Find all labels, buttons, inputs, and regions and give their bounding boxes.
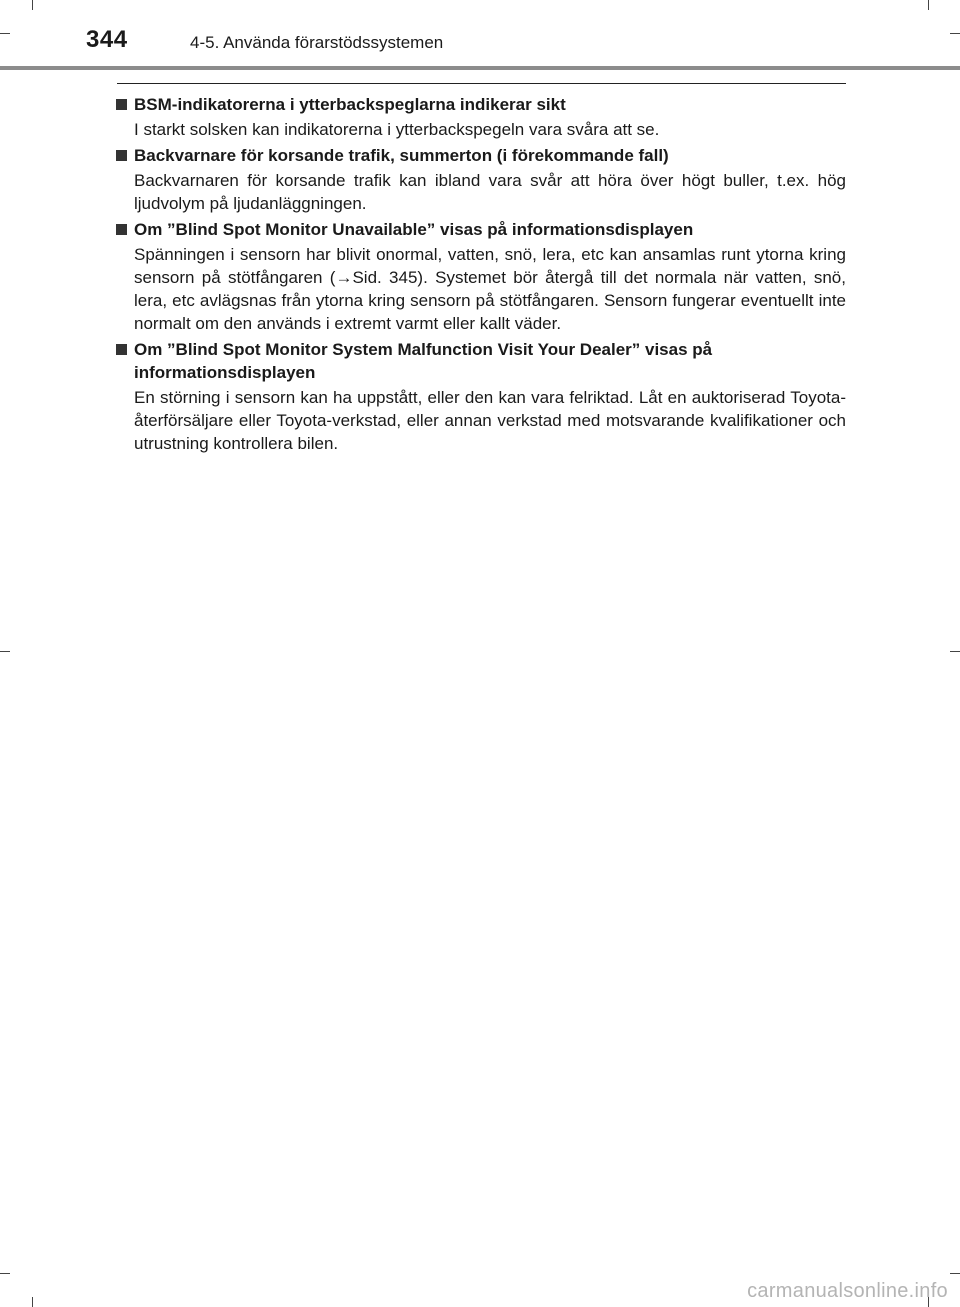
section-heading-text: Om ”Blind Spot Monitor System Malfunction Visit Your Dealer” visas på informationsdisplayen [134, 340, 713, 382]
crop-mark [32, 0, 33, 10]
section-heading-text: Backvarnare för korsande trafik, summerton (i förekommande fall) [134, 146, 669, 165]
section-heading-text: Om ”Blind Spot Monitor Unavailable” visas på informationsdisplayen [134, 220, 694, 239]
crop-mark [0, 33, 10, 34]
section-cross-traffic-buzzer [116, 144, 846, 215]
crop-mark [0, 651, 10, 652]
page-number: 344 [86, 26, 128, 53]
page-content [116, 93, 846, 458]
chapter-title: 4-5. Använda förarstödssystemen [190, 33, 444, 52]
section-body: I starkt solsken kan indikatorerna i ytterbackspegeln vara svåra att se. [134, 120, 660, 139]
square-bullet-icon [116, 150, 127, 161]
square-bullet-icon [116, 99, 127, 110]
crop-mark [950, 651, 960, 652]
section-heading [116, 144, 846, 167]
crop-mark [950, 1273, 960, 1274]
section-heading [116, 338, 846, 384]
crop-mark [950, 33, 960, 34]
watermark-logo: carmanualsonline.info [747, 1280, 948, 1302]
section-heading-text: BSM-indikatorerna i ytterbackspeglarna indikerar sikt [134, 95, 566, 114]
square-bullet-icon [116, 224, 127, 235]
section-heading [116, 93, 846, 116]
section-body: Spänningen i sensorn har blivit onormal, vatten, snö, lera, etc kan ansamlas runt ytorna kring sensorn på stötfångaren (→Sid. 345). Systemet bör återgå till det normala när vatten, snö, lera, etc avlägsnas från ytorna kring sensorn på stötfångaren. Sensorn fungerar eventuellt inte normalt om den används i extremt varmt eller kallt väder. [134, 245, 846, 333]
section-heading [116, 218, 846, 241]
section-bsm-indicators [116, 93, 846, 141]
crop-mark [0, 1273, 10, 1274]
section-body: Backvarnaren för korsande trafik kan ibland vara svår att höra över högt buller, t.ex. hög ljudvolym på ljudanläggningen. [134, 171, 846, 213]
section-divider [117, 83, 846, 84]
section-monitor-unavailable [116, 218, 846, 335]
section-system-malfunction [116, 338, 846, 455]
section-body: En störning i sensorn kan ha uppstått, eller den kan vara felriktad. Låt en auktoriserad Toyota-återförsäljare eller Toyota-verkstad, eller annan verkstad med motsvarande kvalifikationer och utrustning kontrollera bilen. [134, 388, 846, 453]
header-bar [0, 66, 960, 70]
crop-mark [32, 1297, 33, 1307]
square-bullet-icon [116, 344, 127, 355]
crop-mark [928, 0, 929, 10]
